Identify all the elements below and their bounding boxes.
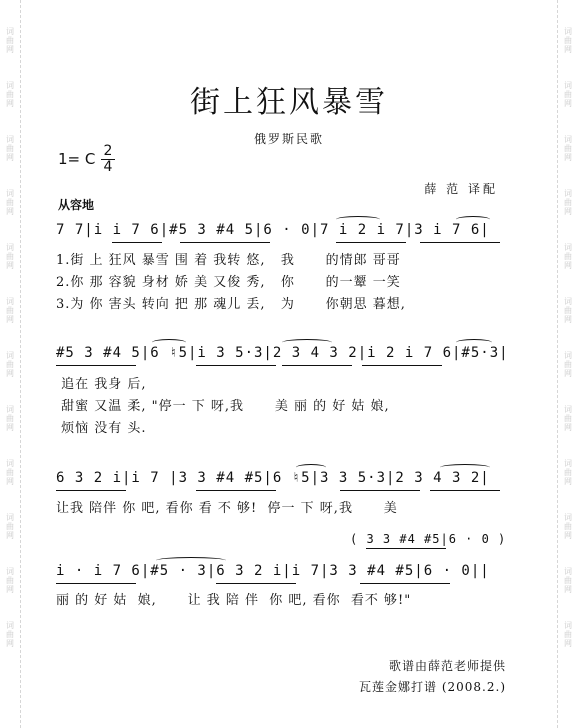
song-origin: 俄罗斯民歌 [253, 132, 324, 146]
lyric-line: 让我 陪伴 你 吧, 看你 看 不 够! 停一 下 呀,我 美 [56, 501, 398, 516]
beam-underline [196, 365, 276, 366]
beam-underline [56, 490, 126, 491]
beam-underline [360, 583, 450, 584]
slur-mark [456, 216, 490, 223]
watermark-mark: 词 曲 网 [564, 351, 572, 378]
notation-line-4: i · i 7 6|#5 · 3|6 3 2 i|i 7|3 3 #4 #5|6 · 0|| [56, 563, 490, 579]
beam-underline [362, 365, 442, 366]
watermark-mark: 词 曲 网 [564, 297, 572, 324]
beam-underline [366, 548, 446, 549]
watermark-mark: 词 曲 网 [6, 405, 14, 432]
arranger-credit: 薛 范 译配 [424, 182, 498, 196]
watermark-mark: 词 曲 网 [6, 189, 14, 216]
slur-mark [296, 464, 326, 471]
slur-mark [156, 557, 226, 564]
time-signature [101, 145, 115, 174]
notation-line-3: 6 3 2 i|i 7 |3 3 #4 #5|6 ♮5|3 3 5·3|2 3 4 3 2| [56, 470, 490, 486]
beam-underline [282, 365, 352, 366]
watermark-mark: 词 曲 网 [564, 567, 572, 594]
beam-underline [340, 490, 420, 491]
time-signature-bottom: 4 [103, 159, 113, 175]
beam-underline [56, 365, 136, 366]
beam-underline [112, 242, 162, 243]
watermark-mark: 词 曲 网 [6, 513, 14, 540]
credit-typesetter: 瓦莲金娜打谱 (2008.2.) [359, 680, 506, 694]
slur-mark [152, 339, 186, 346]
lyric-line: 1.街 上 狂风 暴雪 围 着 我转 悠, 我 的情郎 哥哥 [56, 253, 401, 268]
watermark-mark: 词 曲 网 [6, 297, 14, 324]
watermark-mark: 词 曲 网 [564, 243, 572, 270]
beam-underline [196, 490, 276, 491]
watermark-mark: 词 曲 网 [564, 459, 572, 486]
key-signature: 1= C [58, 150, 96, 168]
credit-provider: 歌谱由薛范老师提供 [388, 659, 506, 673]
lyric-line: 丽 的 好 姑 娘, 让 我 陪 伴 你 吧, 看你 看不 够!" [56, 593, 412, 608]
watermark-mark: 词 曲 网 [564, 405, 572, 432]
watermark-mark: 词 曲 网 [6, 81, 14, 108]
watermark-mark: 词 曲 网 [6, 243, 14, 270]
beam-underline [216, 583, 296, 584]
watermark-mark: 词 曲 网 [564, 513, 572, 540]
time-signature-top: 2 [103, 143, 113, 159]
notation-line-2: #5 3 #4 5|6 ♮5|i 3 5·3|2 3 4 3 2|i 2 i 7 6|#5·3| [56, 345, 509, 361]
watermark-mark: 词 曲 网 [564, 27, 572, 54]
watermark-mark: 词 曲 网 [6, 621, 14, 648]
lyric-line: 甜蜜 又温 柔, "停一 下 呀,我 美 丽 的 好 姑 娘, [56, 399, 390, 414]
watermark-mark: 词 曲 网 [564, 81, 572, 108]
watermark-mark: 词 曲 网 [6, 135, 14, 162]
lyric-line: 追在 我身 后, [56, 377, 147, 392]
lyric-line: 3.为 你 害头 转向 把 那 魂儿 丢, 为 你朝思 暮想, [56, 297, 406, 312]
slur-mark [336, 216, 380, 223]
slur-mark [282, 339, 332, 346]
slur-mark [456, 339, 492, 346]
watermark-mark: 词 曲 网 [564, 189, 572, 216]
beam-underline [420, 242, 500, 243]
beam-underline [336, 242, 406, 243]
watermark-mark: 词 曲 网 [564, 135, 572, 162]
notation-line-1: 7 7|i i 7 6|#5 3 #4 5|6 · 0|7 i 2 i 7|3 i 7 6| [56, 222, 490, 238]
lyric-line: 2.你 那 容貌 身材 娇 美 又俊 秀, 你 的一颦 一笑 [56, 275, 401, 290]
watermark-mark: 词 曲 网 [6, 459, 14, 486]
beam-underline [180, 242, 270, 243]
watermark-mark: 词 曲 网 [6, 351, 14, 378]
beam-underline [56, 583, 136, 584]
watermark-mark: 词 曲 网 [6, 567, 14, 594]
beam-underline [430, 490, 500, 491]
notation-bracketed-fragment: ( 3 3 #4 #5|6 · 0 ) [350, 532, 507, 546]
watermark-mark: 词 曲 网 [564, 621, 572, 648]
lyric-line: 烦恼 没有 头. [56, 421, 147, 436]
watermark-mark: 词 曲 网 [6, 27, 14, 54]
slur-mark [440, 464, 490, 471]
tempo-marking: 从容地 [58, 198, 95, 212]
song-title: 街上狂风暴雪 [190, 85, 388, 120]
